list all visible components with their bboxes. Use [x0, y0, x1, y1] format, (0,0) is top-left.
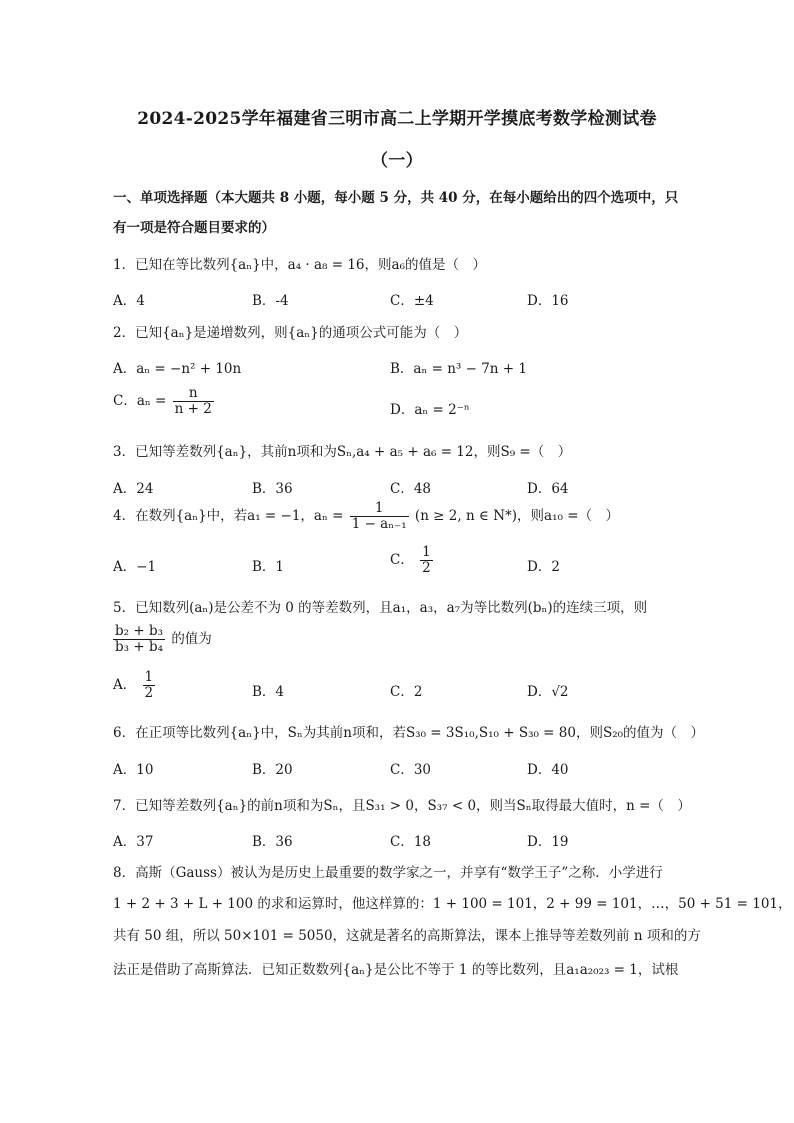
question-5: 5．已知数列(aₙ)是公差不为 0 的等差数列，且a₁，a₃，a₇为等比数列(bₙ)的连续三项，则 [113, 600, 648, 616]
q1-option-a: A．4 [113, 293, 145, 309]
q5-option-a-label: A． [113, 677, 137, 693]
q5-text-end: 的值为 [171, 631, 212, 647]
q4-option-b: B．1 [252, 559, 285, 575]
q4-text-start: 4．在数列{aₙ}中，若a₁ = −1，aₙ = [113, 508, 344, 524]
q3-option-b: B．36 [252, 481, 293, 497]
q2-option-c [113, 386, 216, 417]
q5-option-b: B．4 [252, 684, 285, 700]
q4-option-c [390, 545, 435, 576]
fraction-numerator: 1 [144, 669, 154, 685]
fraction-denominator: 2 [144, 685, 154, 701]
fraction-denominator: b₃ + b₄ [115, 639, 164, 655]
q1-option-c: C．±4 [390, 293, 434, 309]
q6-option-d: D．40 [527, 762, 569, 778]
question-1: 1．已知在等比数列{aₙ}中，a₄ · a₈ = 16，则a₆的值是（ ） [113, 257, 486, 273]
q1-option-d: D．16 [527, 293, 569, 309]
question-6: 6．在正项等比数列{aₙ}中，Sₙ为其前n项和，若S₃₀ = 3S₁₀,S₁₀ + S₃₀ = 80，则S₂₀的值为（ ） [113, 725, 705, 741]
q2-option-a: A．aₙ = −n² + 10n [113, 361, 242, 377]
q3-option-d: D．64 [527, 481, 569, 497]
question-8-line-4: 法正是借助了高斯算法．已知正数数列{aₙ}是公比不等于 1 的等比数列，且a₁a₂₀₂₃ = 1，试根 [113, 962, 679, 978]
q7-option-a: A．37 [113, 834, 154, 850]
fraction-numerator: 1 [422, 544, 431, 560]
question-5-cont [113, 624, 212, 655]
exam-title: 2024-2025学年福建省三明市高二上学期开学摸底考数学检测试卷 [137, 109, 657, 129]
q3-option-c: C．48 [390, 481, 432, 497]
q5-option-d: D．√2 [527, 684, 569, 700]
q3-option-a: A．24 [113, 481, 154, 497]
q5-fraction [113, 624, 165, 655]
q2-option-d: D．aₙ = 2⁻ⁿ [390, 402, 470, 418]
question-2: 2．已知{aₙ}是递增数列，则{aₙ}的通项公式可能为（ ） [113, 325, 468, 341]
section-heading-cont: 有一项是符合题目要求的） [113, 220, 275, 236]
q6-option-b: B．20 [252, 762, 293, 778]
q6-option-a: A．10 [113, 762, 154, 778]
q6-option-c: C．30 [390, 762, 432, 778]
q7-option-c: C．18 [390, 834, 432, 850]
question-4 [113, 501, 619, 532]
q7-option-d: D．19 [527, 834, 569, 850]
q1-option-b: B．-4 [252, 293, 289, 309]
fraction-numerator: n [173, 386, 214, 402]
q4-option-a: A．−1 [113, 559, 157, 575]
q4-option-c-fraction [420, 545, 433, 576]
q4-option-c-label: C． [390, 552, 414, 568]
question-8-line-1: 8．高斯（Gauss）被认为是历史上最重要的数学家之一，并享有“数学王子”之称．小学进行 [113, 865, 663, 881]
question-3: 3．已知等差数列{aₙ}，其前n项和为Sₙ,a₄ + a₅ + a₆ = 12，则S₉ =（ ） [113, 444, 572, 460]
question-8-line-3: 共有 50 组，所以 50×101 = 5050，这就是著名的高斯算法，课本上推导等差数列前 n 项和的方 [113, 928, 701, 944]
fraction-denominator: 1 − aₙ₋₁ [351, 516, 407, 532]
q7-option-b: B．36 [252, 834, 293, 850]
section-heading: 一、单项选择题（本大题共 8 小题，每小题 5 分，共 40 分，在每小题给出的四个选项中，只 [113, 190, 679, 206]
exam-title-subtitle: （一） [371, 151, 423, 171]
fraction-numerator: 1 [350, 501, 409, 517]
q2-option-b: B．aₙ = n³ − 7n + 1 [390, 361, 527, 377]
q2-option-c-fraction [173, 386, 214, 417]
q5-option-a-fraction [143, 670, 156, 701]
question-7: 7．已知等差数列{aₙ}的前n项和为Sₙ，且S₃₁ > 0，S₃₇ < 0，则当Sₙ取得最大值时，n =（ ） [113, 798, 691, 814]
fraction-denominator: 2 [422, 560, 431, 576]
fraction-denominator: n + 2 [174, 401, 212, 417]
q4-text-end: (n ≥ 2, n ∈ N*)，则a₁₀ =（ ） [414, 508, 620, 524]
q5-option-a [113, 670, 157, 701]
q5-option-c: C．2 [390, 684, 423, 700]
question-8-line-2: 1 + 2 + 3 + L + 100 的求和运算时，他这样算的：1 + 100 = 101，2 + 99 = 101，…，50 + 51 = 101， [113, 896, 792, 912]
q4-option-d: D．2 [527, 559, 560, 575]
fraction-numerator: b₂ + b₃ [115, 623, 164, 639]
q2-option-c-label: C．aₙ = [113, 393, 167, 409]
q4-fraction [350, 501, 409, 532]
